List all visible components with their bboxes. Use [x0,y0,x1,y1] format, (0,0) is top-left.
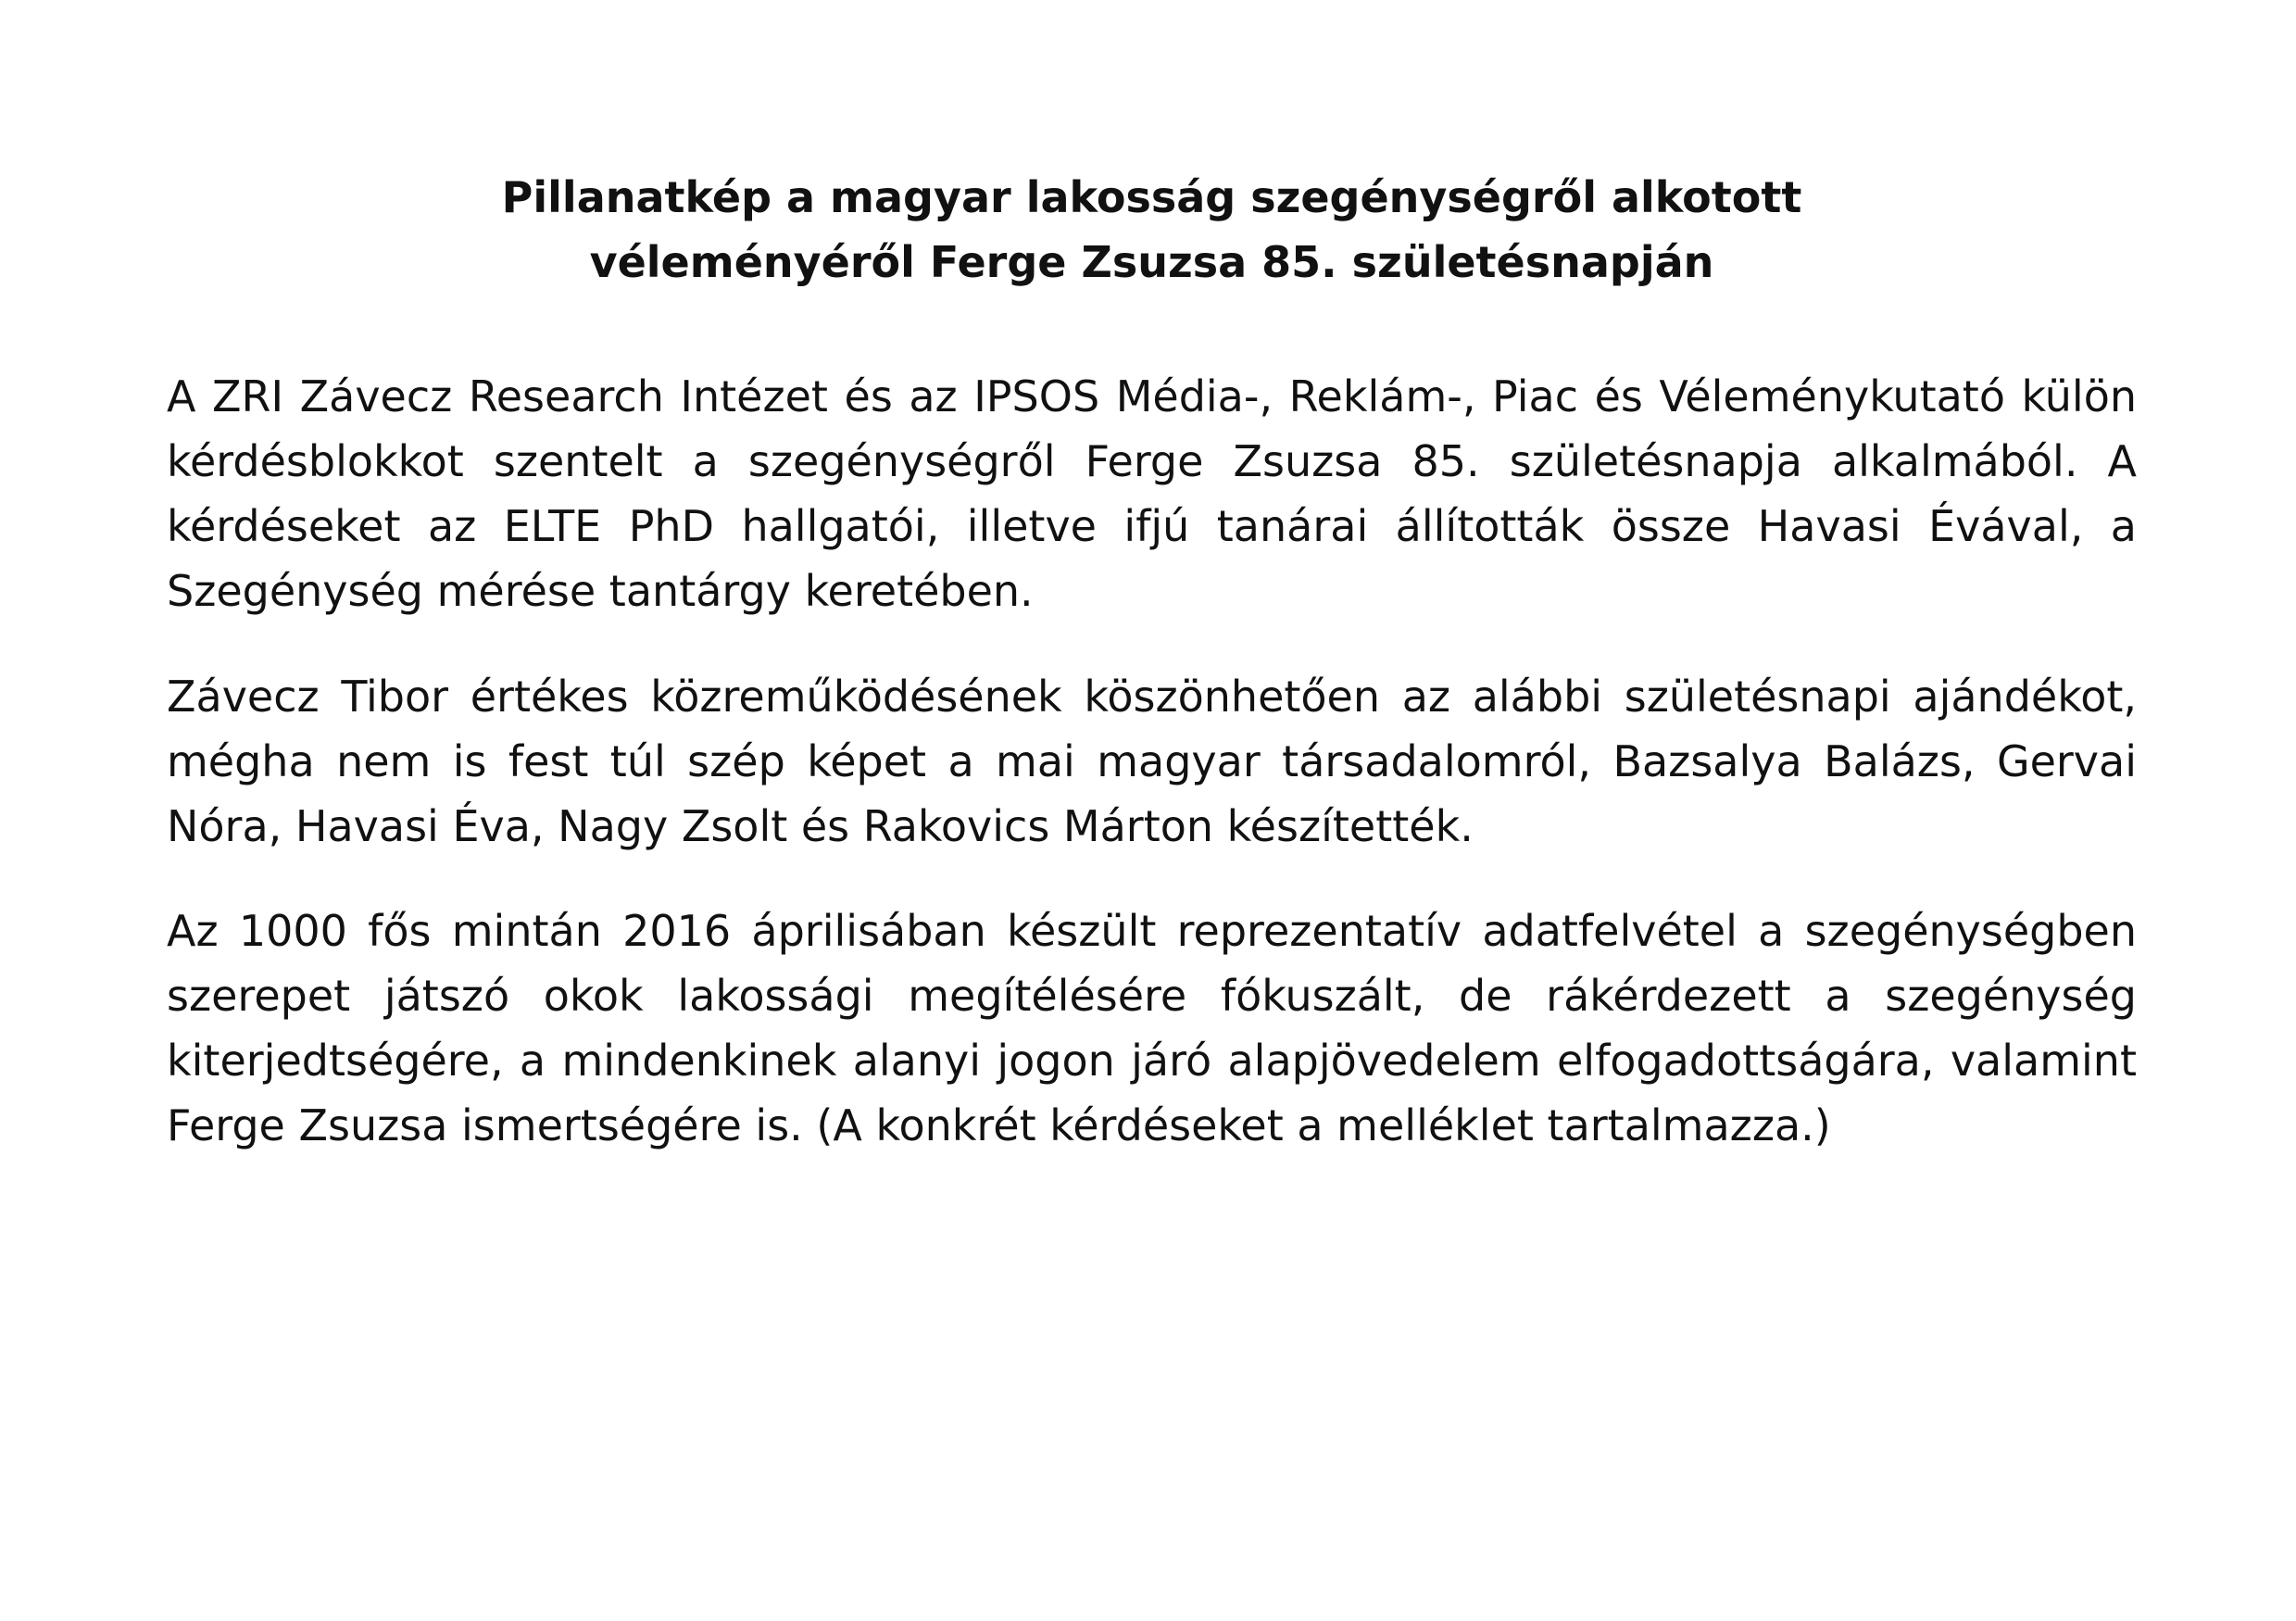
title-line-2: véleményéről Ferge Zsuzsa 85. születésnapján [589,237,1714,287]
paragraph-acknowledgement: Závecz Tibor értékes közreműködésének köszönhetően az alábbi születésnapi ajándékot, mégha nem is fest túl szép képet a mai magyar társadalomról, Bazsalya Balázs, Gervai Nóra, Havasi Éva, Nagy Zsolt és Rakovics Márton készítették. [167,672,2137,851]
paragraph-survey: Az 1000 fős mintán 2016 áprilisában készült reprezentatív adatfelvétel a szegénységben szerepet játszó okok lakossági megítélésére fókuszált, de rákérdezett a szegénység kiterjedtségére, a mindenkinek alanyi jogon járó alapjövedelem elfogadottságára, valamint Ferge Zsuzsa ismertségére is. (A konkrét kérdéseket a melléklet tartalmazza.) [167,906,2137,1150]
paragraph-intro: A ZRI Závecz Research Intézet és az IPSOS Média-, Reklám-, Piac és Véleménykutató külön kérdésblokkot szentelt a szegénységről Ferge Zsuzsa 85. születésnapja alkalmából. A kérdéseket az ELTE PhD hallgatói, illetve ifjú tanárai állították össze Havasi Évával, a Szegénység mérése tantárgy keretében. [167,371,2137,616]
document-title [167,165,2137,295]
title-line-1: Pillanatkép a magyar lakosság szegénységről alkotott [501,172,1802,222]
